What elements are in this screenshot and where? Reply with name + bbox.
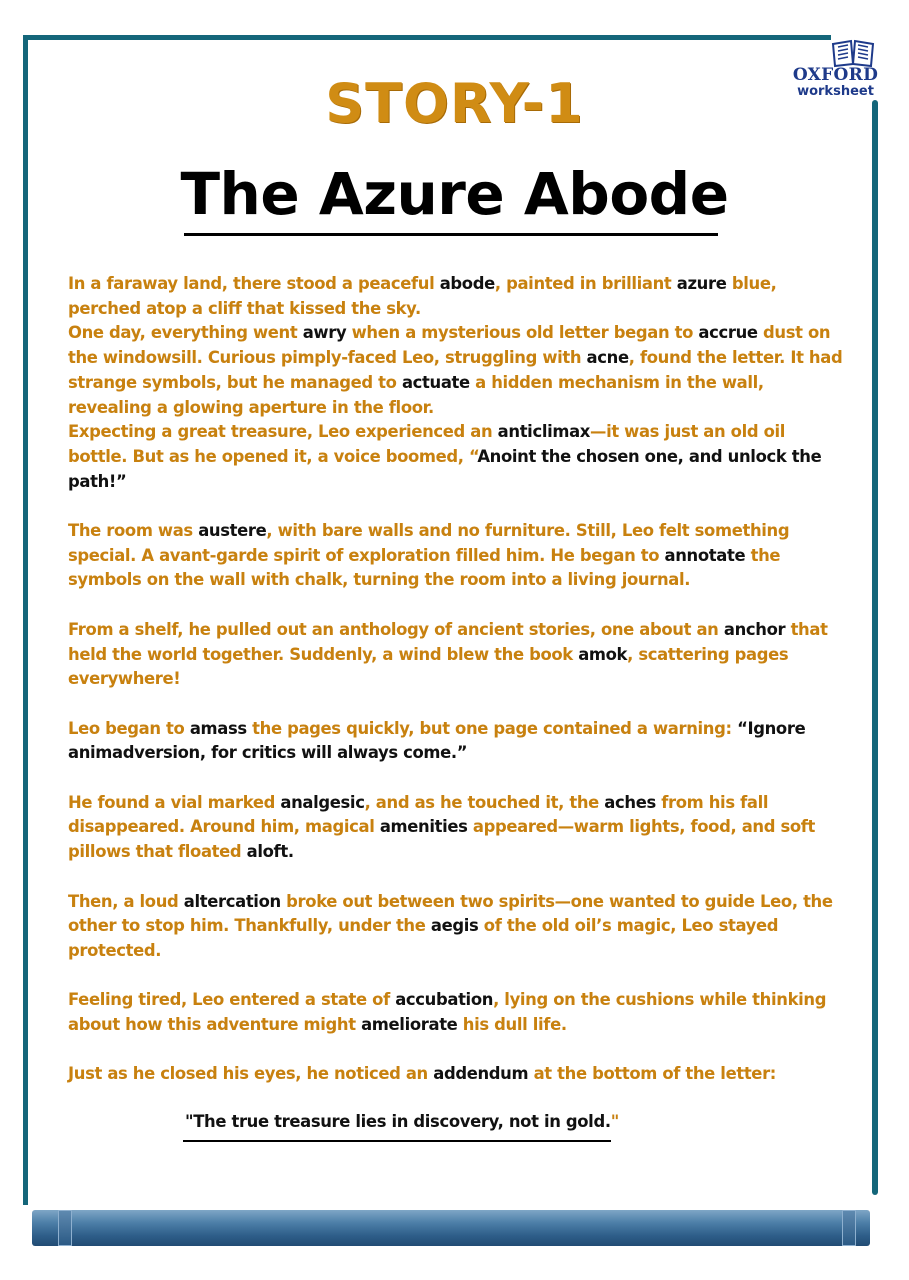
keyword: anticlimax [497, 422, 591, 442]
keyword: actuate [401, 372, 470, 392]
keyword: aches [604, 792, 656, 812]
story-paragraph [68, 791, 848, 865]
story-text: when a mysterious old letter began to [346, 323, 699, 343]
story-text: , and as he touched it, the [364, 792, 605, 812]
page-title: The Azure Abode [180, 160, 729, 228]
story-text: , lying on the cushions while thinking about how this adventure might [68, 990, 827, 1034]
title-underline [184, 233, 718, 236]
story-text: From a shelf, he pulled out an anthology of ancient stories, one about an [68, 619, 724, 639]
keyword: “Ignore animadversion, for critics will always come.” [68, 718, 806, 763]
keyword: Anoint the chosen one, and unlock the path!” [68, 446, 822, 491]
story-text: from his fall disappeared. Around him, magical [68, 792, 769, 837]
keyword: annotate [664, 545, 746, 565]
story-text: his dull life. [457, 1015, 567, 1034]
open-book-icon [830, 38, 876, 68]
story-text: Expecting a great treasure, Leo experienced an [68, 422, 498, 442]
story-paragraph [68, 1062, 848, 1087]
keyword: ameliorate [361, 1015, 458, 1034]
keyword: accrue [698, 323, 758, 343]
quote-end-mark: " [610, 1112, 619, 1131]
story-text: He found a vial marked [68, 792, 281, 812]
quote-underline [183, 1140, 611, 1142]
keyword: addendum [433, 1064, 529, 1084]
story-text: Then, a loud [68, 891, 184, 911]
story-paragraph [68, 618, 848, 692]
keyword: austere [198, 521, 267, 541]
story-text: at the bottom of the letter: [528, 1064, 777, 1084]
keyword: acne [586, 348, 629, 368]
keyword: aegis [430, 916, 479, 936]
closing-quote [185, 1112, 619, 1131]
keyword: altercation [183, 891, 281, 911]
keyword: awry [302, 323, 347, 343]
story-text: a hidden mechanism in the wall, revealing a glowing aperture in the floor. [68, 372, 764, 417]
keyword: amenities [379, 817, 468, 837]
story-text: , with bare walls and no furniture. Still, Leo felt something special. A avant-garde spirit of exploration filled him. He began to [68, 521, 790, 565]
story-text: broke out between two spirits—one wanted to guide Leo, the other to stop him. Thankfully, under the [68, 891, 833, 936]
story-text: Just as he closed his eyes, he noticed an [68, 1064, 434, 1084]
story-text: blue, perched atop a cliff that kissed the sky. [68, 274, 777, 318]
keyword: amass [189, 718, 247, 738]
story-text: , found the letter. It had strange symbols, but he managed to [68, 348, 843, 392]
quote-text: "The true treasure lies in discovery, not in gold. [185, 1112, 611, 1131]
story-paragraph [68, 321, 848, 420]
keyword: abode [439, 274, 495, 293]
story-text: Feeling tired, Leo entered a state of [68, 990, 396, 1010]
footer-bar-cap [842, 1210, 856, 1246]
story-text: , scattering pages everywhere! [68, 644, 789, 689]
story-text: One day, everything went [68, 323, 303, 343]
keyword: aloft. [246, 842, 294, 862]
story-paragraph [68, 988, 848, 1037]
story-label: STORY-1 [325, 72, 584, 135]
story-paragraph [68, 272, 848, 321]
story-text: the pages quickly, but one page contained a warning: [246, 718, 738, 738]
frame-top-border [23, 35, 831, 40]
logo-title: OXFORD [792, 65, 879, 85]
story-paragraph [68, 717, 848, 766]
story-text: In a faraway land, there stood a peaceful [68, 274, 440, 293]
story-paragraph [68, 890, 848, 964]
story-body [68, 272, 848, 1112]
story-text: of the old oil’s magic, Leo stayed protected. [68, 916, 779, 960]
keyword: analgesic [280, 792, 365, 812]
story-paragraph [68, 519, 848, 593]
story-paragraph [68, 420, 848, 494]
story-text: appeared—warm lights, food, and soft pillows that floated [68, 817, 816, 862]
story-text: —it was just an old oil bottle. But as he opened it, a voice boomed, “ [68, 422, 786, 466]
footer-bar-cap [58, 1210, 72, 1246]
story-text: the symbols on the wall with chalk, turning the room into a living journal. [68, 545, 781, 590]
frame-right-border [872, 100, 878, 1195]
keyword: amok [578, 644, 628, 664]
story-text: The room was [68, 521, 199, 541]
keyword: accubation [395, 990, 494, 1010]
story-text: , painted in brilliant [494, 274, 677, 293]
story-text: dust on the windowsill. Curious pimply-faced Leo, struggling with [68, 323, 831, 368]
keyword: azure [676, 274, 727, 293]
footer-bar [32, 1210, 870, 1246]
logo-subtitle: worksheet [797, 84, 874, 99]
story-text: that held the world together. Suddenly, a wind blew the book [68, 619, 828, 664]
story-text: Leo began to [68, 718, 190, 738]
keyword: anchor [723, 619, 786, 639]
